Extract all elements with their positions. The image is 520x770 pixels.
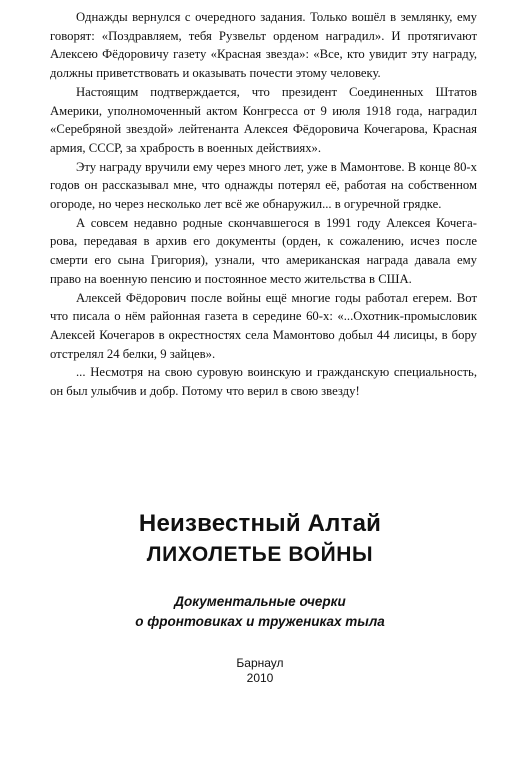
book-subtitle-line-1: Документальные очерки <box>174 594 346 609</box>
paragraph-1: Однажды вернулся с очередного задания. Только вошёл в землянку, ему говорят: «Поздравляем, тебя Рузвельт орденом наградил». И протягиvают Алексею Фёдоровичу газету «Красная звезда»: «Все, кто увидит эту награду, должны приветствовать и оказывать почести этому человеку. <box>50 10 477 81</box>
paragraph-2: Настоящим подтверждается, что президент Соединенных Штатов Америки, уполномоченный актом Конгресса от 9 июля 1918 года, наградил «Серебряной звездой» лейтенанта Алексея Фёдоровича Кочегарова, Красная армия, СССР, за храбрость в военных действиях». <box>50 84 477 155</box>
publication-year: 2010 <box>246 671 274 685</box>
book-subtitle <box>0 592 520 632</box>
paragraph-5: Алексей Фёдорович после войны ещё многие годы работал егерем. Вот что писала о нём районная газета в середине 60-х: «...Охотник-промысловик Алексей Кочегаров в окрестностях села Мамонтово добыл 44 лисицы, в бору отстрелял 24 белки, 9 зайцев». <box>50 290 477 361</box>
book-title: Неизвестный Алтай <box>138 510 382 537</box>
book-title-block <box>0 508 520 686</box>
book-series-title: ЛИХОЛЕТЬЕ ВОЙНЫ <box>146 543 374 566</box>
paragraph-6: ... Несмотря на свою суровую воинскую и гражданскую специальность, он был улыбчив и добр. Потому что верил в свою звезду! <box>50 365 477 399</box>
paragraph-4: А совсем недавно родные скончавшегося в 1991 году Алексея Кочегарова, передавая в архив его документы (орден, к сожалению, исчез после смерти его сына Григория), узнали, что американская награда давала ему право на военную пенсию и постоянное место жительства в США. <box>50 215 477 286</box>
article-text <box>50 8 477 401</box>
paragraph-3: Эту награду вручили ему через много лет, уже в Мамонтове. В конце 80-х годов он рассказывал мне, что однажды потерял её, работая на собственном огороде, но через несколько лет всё же обнаружил... в огуречной грядке. <box>50 159 477 212</box>
book-subtitle-line-2: о фронтовиках и тружениках тыла <box>135 614 385 629</box>
publication-city: Барнаул <box>236 656 284 670</box>
